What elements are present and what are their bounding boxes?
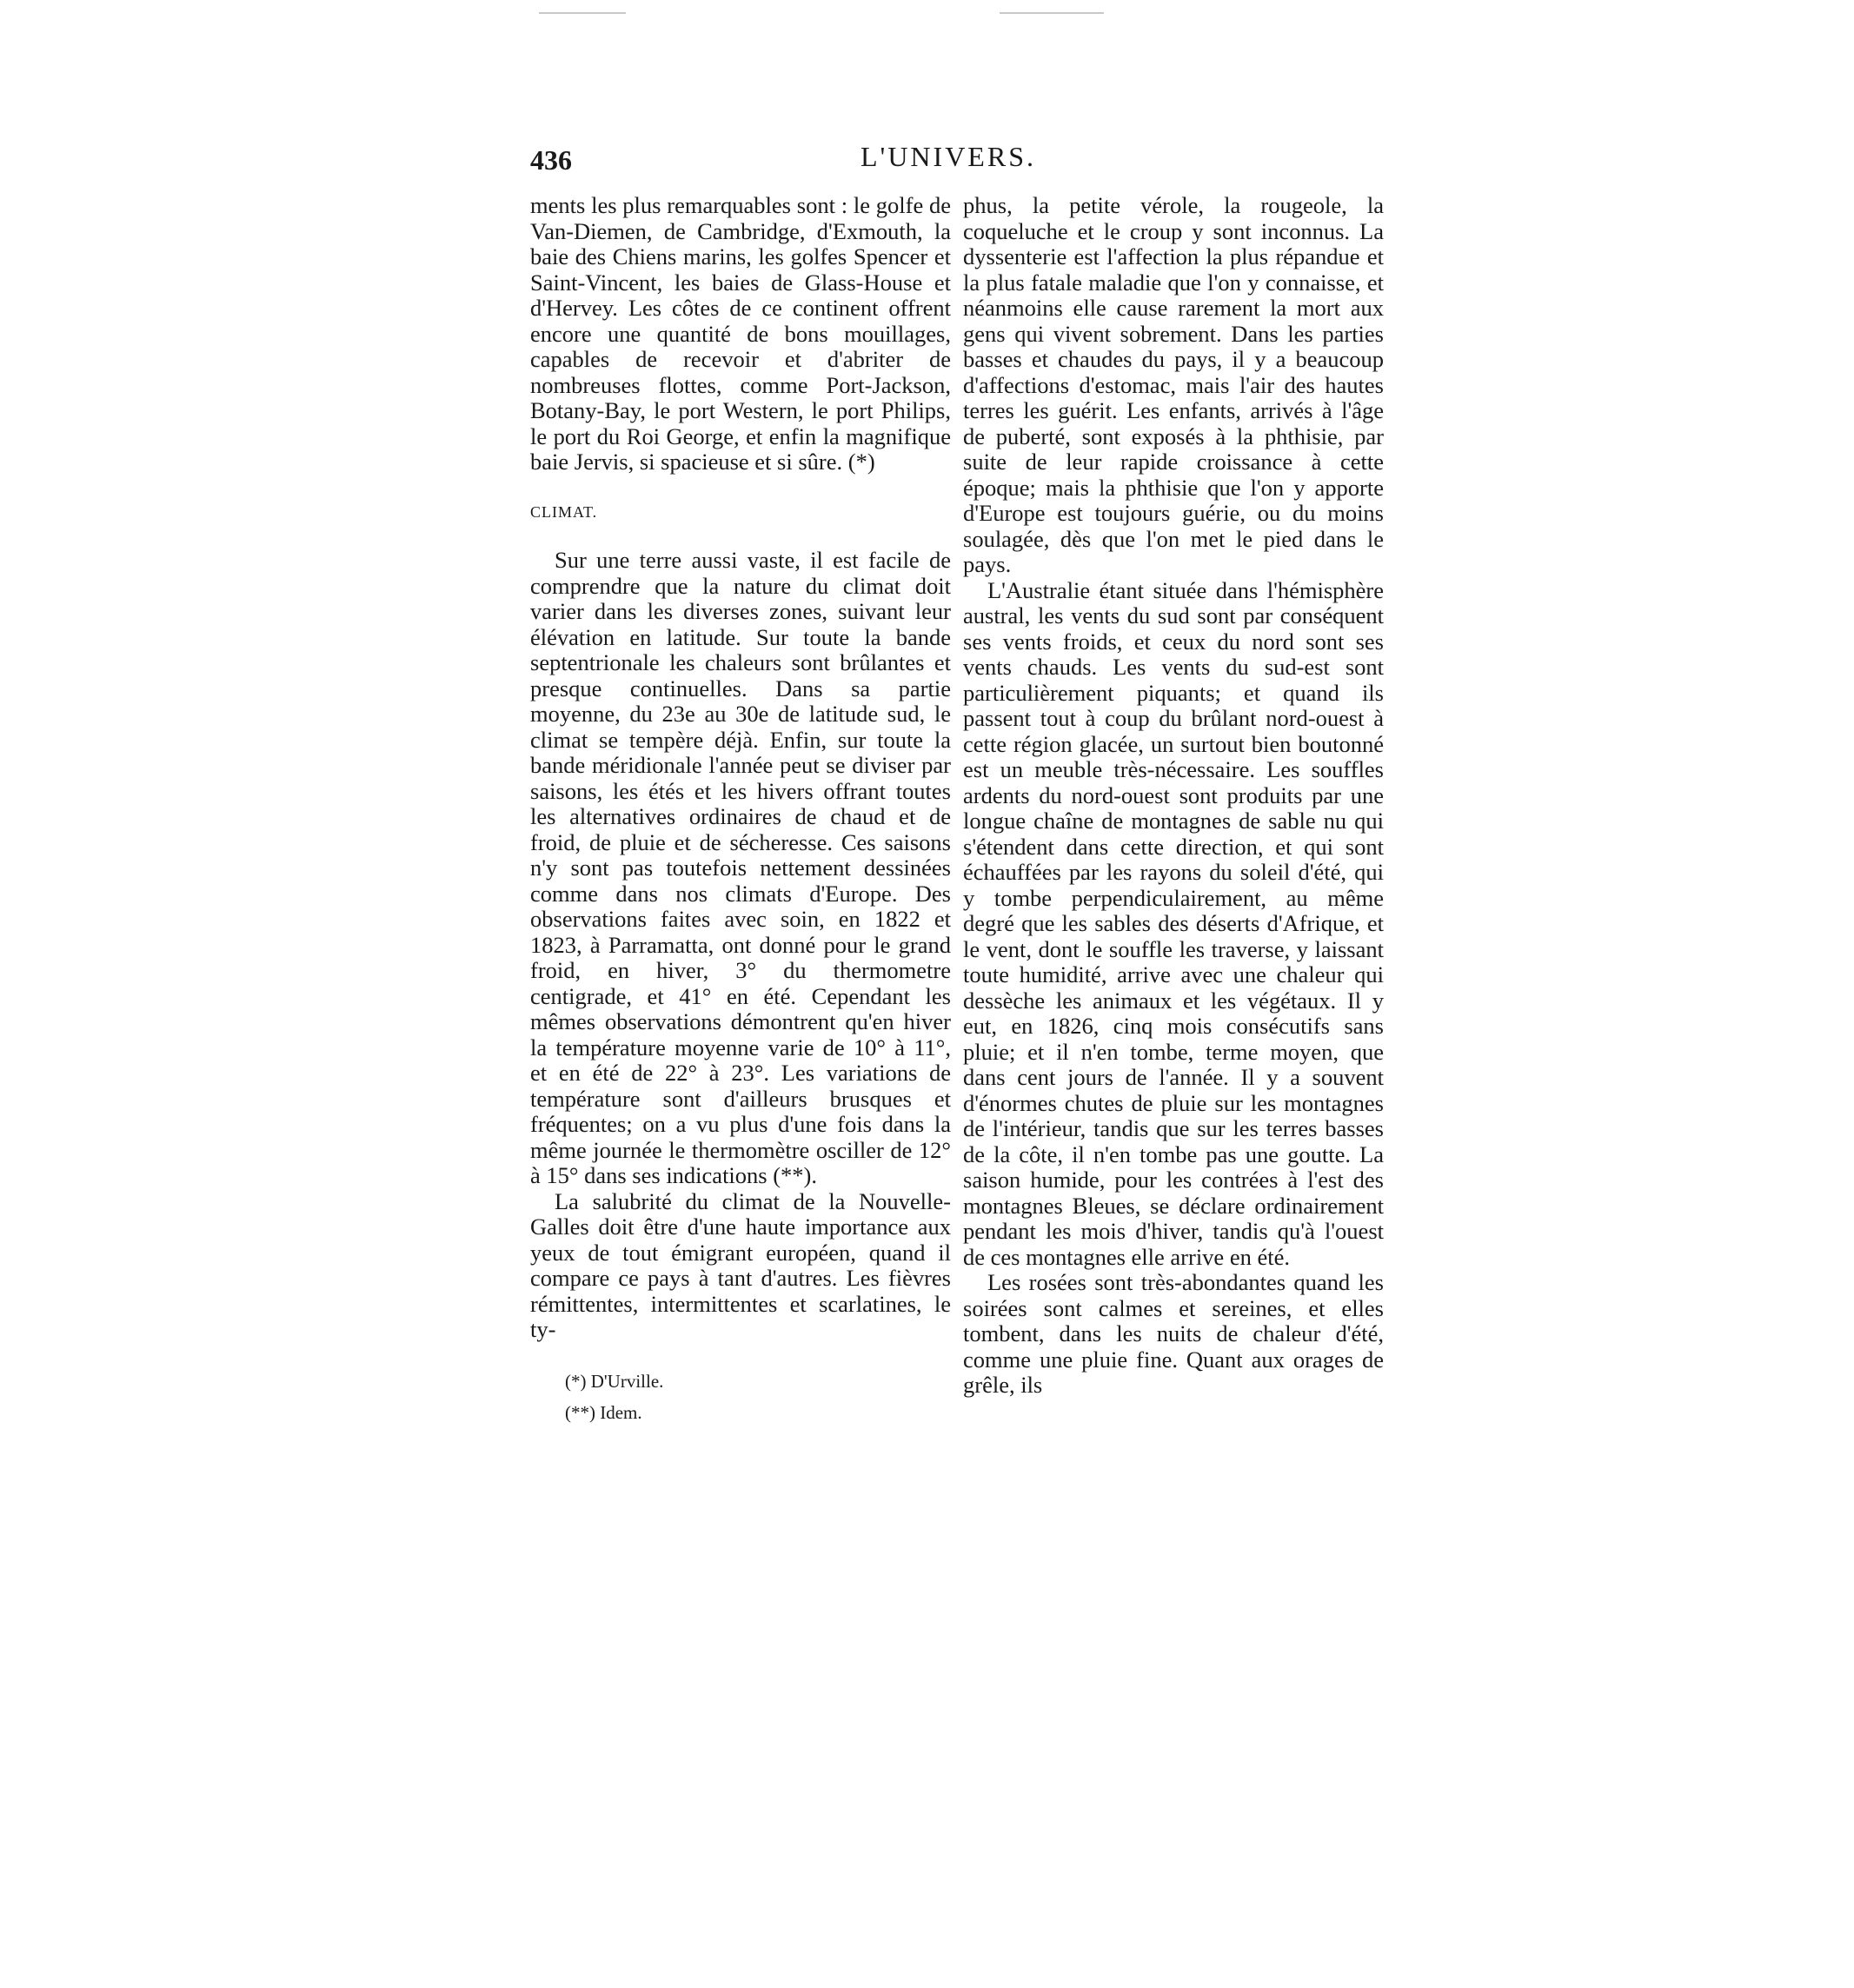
paragraph-left-1: ments les plus remarquables sont : le golfe de Van-Diemen, de Cambridge, d'Exmouth, la baie des Chiens marins, les golfes Spencer et Saint-Vincent, les baies de Glass-House et d'Hervey. Les côtes de ce continent offrent encore une quantité de bons mouillages, capables de recevoir et d'abriter de nombreuses flottes, comme Port-Jackson, Botany-Bay, le port Western, le port Philips, le port du Roi George, et enfin la magnifique baie Jervis, si spacieuse et si sûre. (*) — [530, 192, 951, 475]
footnote-1: (*) D'Urville. — [565, 1370, 664, 1392]
paragraph-left-3: La salubrité du climat de la Nouvelle-Galles doit être d'une haute importance aux yeux de tout émigrant européen, quand il compare ce pays à tant d'autres. Les fièvres rémittentes, intermittentes et scarlatines, le ty- — [530, 1187, 951, 1342]
scan-mark-left — [539, 12, 626, 14]
paragraph-right-3: Les rosées sont très-abondantes quand les soirées sont calmes et sereines, et elles tombent, dans les nuits de chaleur d'été, comme une pluie fine. Quant aux orages de grêle, ils — [963, 1269, 1384, 1398]
paragraph-right-1: phus, la petite vérole, la rougeole, la coqueluche et le croup y sont inconnus. La dyssenterie est l'affection la plus répandue et la plus fatale maladie que l'on y connaisse, et néanmoins elle cause rarement la mort aux gens qui vivent sobrement. Dans les parties basses et chaudes du pays, il y a beaucoup d'affections d'estomac, mais l'air des hautes terres les guérit. Les enfants, arrivés à l'âge de puberté, sont exposés à la phthisie, par suite de leur rapide croissance à cette époque; mais la phthisie que l'on y apporte d'Europe est toujours guérie, ou du moins soulagée, dès que l'on met le pied dans le pays. — [963, 192, 1384, 577]
page-number: 436 — [530, 144, 572, 176]
footnote-2: (**) Idem. — [565, 1401, 642, 1423]
running-title: L'UNIVERS. — [861, 141, 1036, 172]
right-column — [963, 193, 1384, 1399]
footnotes — [530, 1366, 951, 1428]
paragraph-left-2: Sur une terre aussi vaste, il est facile de comprendre que la nature du climat doit varier dans les diverses zones, suivant leur élévation en latitude. Sur toute la bande septentrionale les chaleurs sont brûlantes et presque continuelles. Dans sa partie moyenne, du 23e au 30e de latitude sud, le climat se tempère déjà. Enfin, sur toute la bande méridionale l'année peut se diviser par saisons, les étés et les hivers offrant toutes les alternatives ordinaires de chaud et de froid, de pluie et de sécheresse. Ces saisons n'y sont pas toutefois nettement dessinées comme dans nos climats d'Europe. Des observations faites avec soin, en 1822 et 1823, à Parramatta, ont donné pour le grand froid, en hiver, 3° du thermometre centigrade, et 41° en été. Cependant les mêmes observations démontrent qu'en hiver la température moyenne varie de 10° à 11°, et en été de 22° à 23°. Les variations de température sont d'ailleurs brusques et fréquentes; on a vu plus d'une fois dans la même journée le thermomètre osciller de 12° à 15° dans ses indications (**). — [530, 547, 951, 1188]
scan-mark-right — [1000, 12, 1104, 14]
left-column — [530, 193, 951, 1428]
page-header — [530, 141, 1036, 179]
paragraph-right-2: L'Australie étant située dans l'hémisphère austral, les vents du sud sont par conséquent ses vents froids, et ceux du nord sont ses vents chauds. Les vents du sud-est sont particulièrement piquants; et quand ils passent tout à coup du brûlant nord-ouest à cette région glacée, un surtout bien boutonné est un meuble très-nécessaire. Les souffles ardents du nord-ouest sont produits par une longue chaîne de montagnes de sable nu qui s'étendent dans cette direction, et qui sont échauffées par les rayons du soleil d'été, qui y tombe perpendiculairement, au même degré que les sables des déserts d'Afrique, et le vent, dont le souffle les traverse, y laissant toute humidité, arrive avec une chaleur qui dessèche les animaux et les végétaux. Il y eut, en 1826, cinq mois consécutifs sans pluie; et il n'en tombe, terme moyen, que dans cent jours de l'année. Il y a souvent d'énormes chutes de pluie sur les montagnes de l'intérieur, tandis que sur les terres basses de la côte, il n'en tombe pas une goutte. La saison humide, pour les contrées à l'est des montagnes Bleues, se déclare ordinairement pendant les mois d'hiver, tandis qu'à l'ouest de ces montagnes elle arrive en été. — [963, 576, 1384, 1270]
section-heading: CLIMAT. — [530, 502, 598, 521]
